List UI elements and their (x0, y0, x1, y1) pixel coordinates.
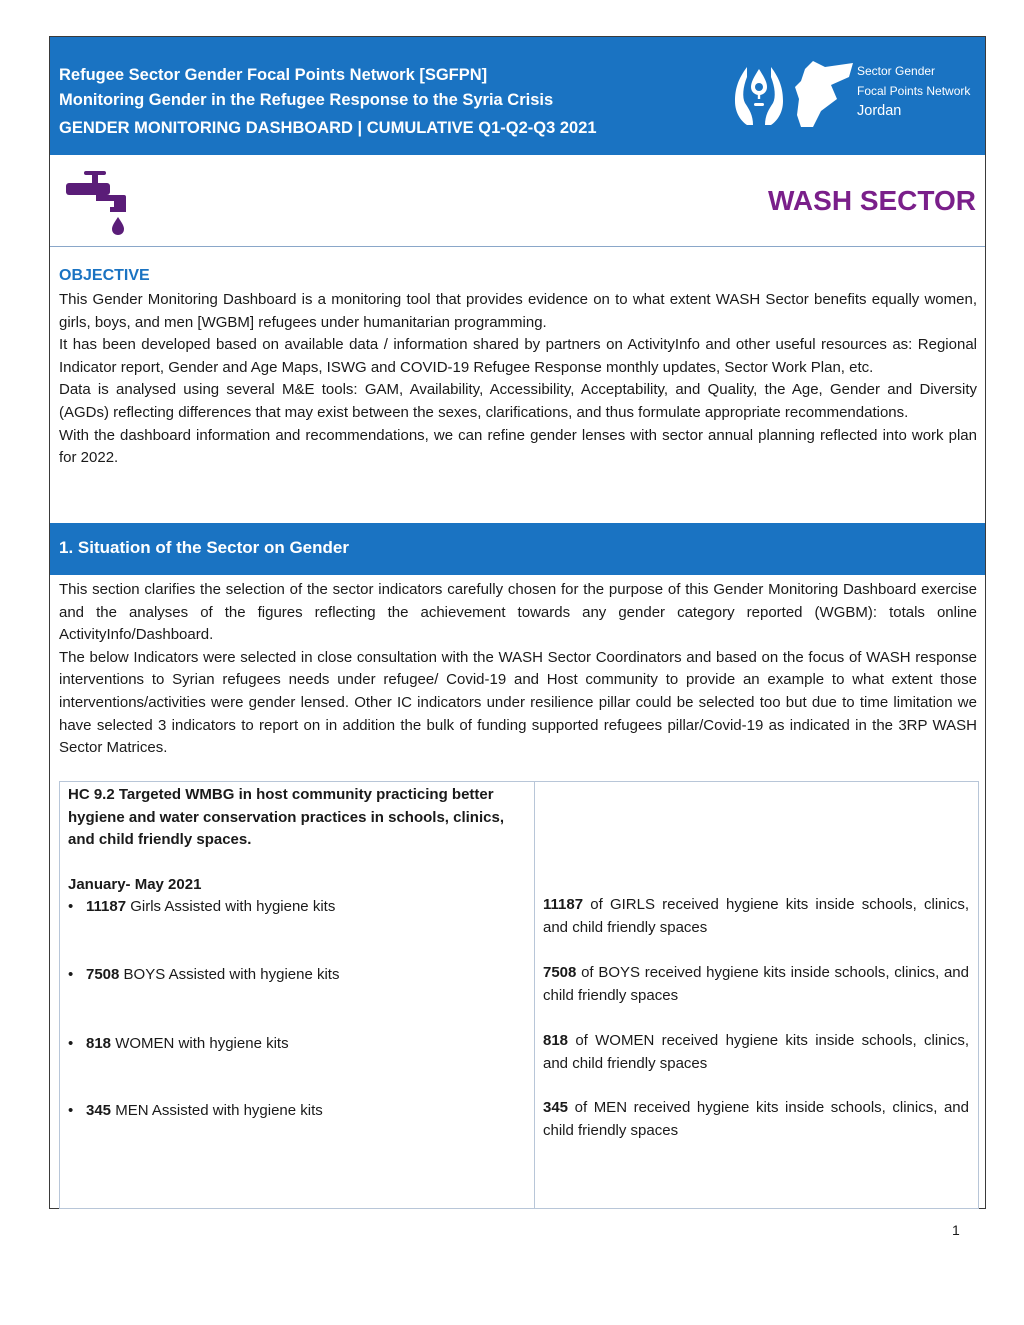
sector-title-band (50, 155, 985, 247)
indicator-header (68, 784, 528, 896)
situation-section (59, 579, 977, 760)
logo-country: Jordan (857, 103, 902, 119)
logo-text (857, 61, 970, 121)
bullet-number: 11187 (86, 898, 127, 915)
indicator-bullet-girls (68, 896, 335, 918)
sector-title: WASH SECTOR (768, 185, 976, 216)
indicator-desc-boys (543, 962, 969, 1007)
objective-section (59, 267, 977, 470)
table-column-divider (534, 782, 535, 1208)
indicator-bullet-women (68, 1033, 289, 1055)
desc-text: of BOYS received hygiene kits inside schools, clinics, and child friendly spaces (543, 964, 969, 1004)
logo-line-2: Focal Points Network (857, 84, 971, 98)
bullet-dot: • (68, 966, 74, 983)
page-number: 1 (952, 1222, 960, 1238)
bullet-number: 345 (86, 1102, 112, 1119)
page-frame (49, 36, 986, 1209)
logo-line-1: Sector Gender (857, 64, 936, 78)
indicator-bullet-boys (68, 964, 339, 986)
reporting-period: January- May 2021 (68, 875, 202, 893)
situation-paragraph: The below Indicators were selected in close consultation with the WASH Sector Coordinators and based on the focus of WASH response interventions to Syrian refugees needs under refugee/ Covid-19 and Host community to provide an example to what extent those interventions/activities were gender lensed. Other IC indicators under resilience pillar could be selected too but due to time limitation we have selected 3 indicators to report on in addition the bulk of funding supported refugees pillar/Covid-19 as indicated in the 3RP WASH Sector Matrices. (59, 648, 977, 757)
indicator-table (59, 781, 979, 1209)
indicator-desc-girls (543, 894, 969, 939)
bullet-number: 818 (86, 1035, 112, 1052)
desc-number: 345 (543, 1099, 569, 1116)
section-1-heading: 1. Situation of the Sector on Gender (59, 538, 349, 557)
bullet-dot: • (68, 898, 74, 915)
objective-paragraph: It has been developed based on available data / information shared by partners on ActivityInfo and other useful resources as: Regional Indicator report, Gender and Age Maps, ISWG and COVID-19 Refugee Response monthly updates, Sector Work Plan, etc. (59, 336, 977, 376)
section-1-banner (50, 523, 985, 575)
network-logo (729, 59, 975, 131)
bullet-text: MEN Assisted with hygiene kits (115, 1102, 323, 1119)
objective-paragraph: With the dashboard information and recommendations, we can refine gender lenses with sector annual planning reflected into work plan for 2022. (59, 426, 977, 467)
desc-number: 11187 (543, 896, 584, 913)
desc-text: of WOMEN received hygiene kits inside schools, clinics, and child friendly spaces (543, 1032, 969, 1072)
header-text (59, 63, 597, 141)
indicator-desc-women (543, 1030, 969, 1075)
indicator-bullet-men (68, 1100, 323, 1122)
dashboard-title: GENDER MONITORING DASHBOARD | CUMULATIVE Q1-Q2-Q3 2021 (59, 119, 597, 137)
bullet-number: 7508 (86, 966, 120, 983)
indicator-desc-men (543, 1097, 969, 1142)
objective-paragraph: Data is analysed using several M&E tools: GAM, Availability, Accessibility, Acceptability, and Quality, the Age, Gender and Diversity (AGDs) reflecting differences that may exist between the sexes, clarifications, and thus formulate appropriate recommendations. (59, 381, 977, 421)
network-subtitle: Monitoring Gender in the Refugee Response to the Syria Crisis (59, 91, 554, 109)
bullet-dot: • (68, 1035, 74, 1052)
bullet-text: BOYS Assisted with hygiene kits (123, 966, 340, 983)
situation-paragraph: This section clarifies the selection of the sector indicators carefully chosen for the purpose of this Gender Monitoring Dashboard exercise and the analyses of the figures reflecting the achievement towards any gender category reported (WGBM): totals online ActivityInfo/Dashboard. (59, 581, 977, 644)
water-tap-icon (64, 167, 128, 237)
desc-number: 818 (543, 1032, 569, 1049)
bullet-text: Girls Assisted with hygiene kits (130, 898, 336, 915)
bullet-text: WOMEN with hygiene kits (115, 1035, 289, 1052)
indicator-title: HC 9.2 Targeted WMBG in host community practicing better hygiene and water conservation practices in schools, clinics, and child friendly spaces. (68, 786, 504, 849)
objective-heading: OBJECTIVE (59, 267, 150, 284)
objective-paragraph: This Gender Monitoring Dashboard is a monitoring tool that provides evidence on to what extent WASH Sector benefits equally women, girls, boys, and men [WGBM] refugees under humanitarian programming. (59, 291, 977, 331)
network-title: Refugee Sector Gender Focal Points Network [SGFPN] (59, 66, 488, 84)
header-banner (50, 37, 985, 155)
jordan-map-logo-icon (791, 59, 855, 129)
bullet-dot: • (68, 1102, 74, 1119)
desc-number: 7508 (543, 964, 577, 981)
hands-with-drop-logo-icon (729, 63, 789, 129)
desc-text: of MEN received hygiene kits inside schools, clinics, and child friendly spaces (543, 1099, 969, 1139)
desc-text: of GIRLS received hygiene kits inside schools, clinics, and child friendly spaces (543, 896, 969, 936)
